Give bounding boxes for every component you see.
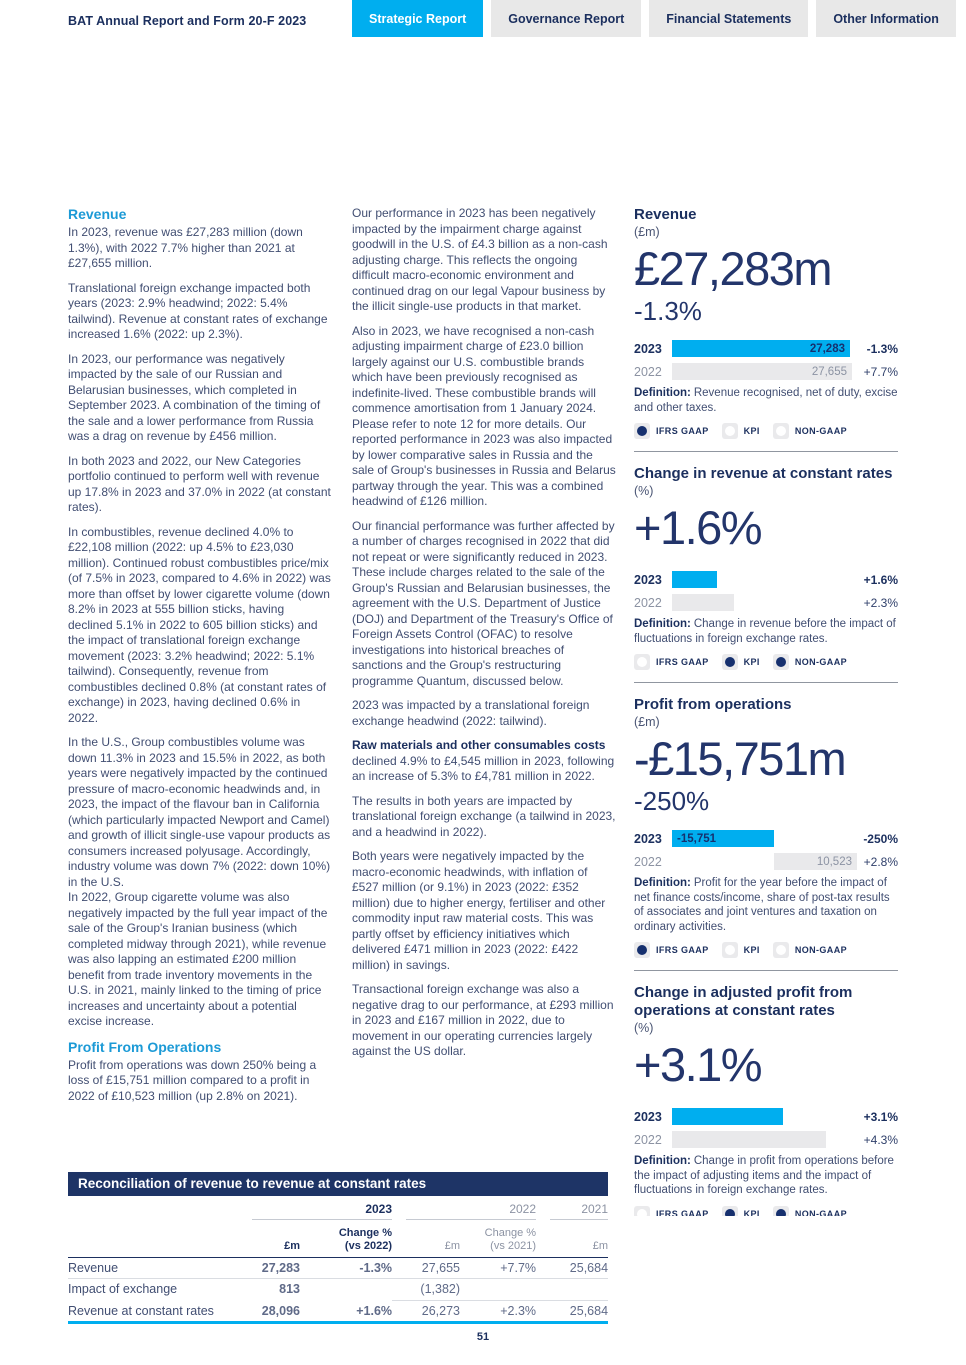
legend-item-non-gaap [773, 942, 847, 958]
kpi-marker-icon [722, 423, 738, 439]
col-change-2023: Change % (vs 2022) [300, 1223, 392, 1258]
kpi-unit: (£m) [634, 715, 660, 729]
bar-pct-label: +2.8% [863, 854, 898, 869]
body-paragraph: In 2022, Group cigarette volume was also negatively impacted by the full year impact of the sale of the Group's Iranian business (which completed midway through 2021), while revenue was also lapping an estimated £200 million benefit from trade inventory movements in the U.S. in 2021, mainly linked to the timing of price increases and uncertainty about a potential excise increase. [68, 890, 328, 1028]
legend-item-non-gaap [773, 1206, 847, 1217]
table-title: Reconciliation of revenue to revenue at constant rates [68, 1172, 608, 1196]
gaap-marker-icon [634, 654, 650, 670]
marker-dot [637, 1209, 647, 1217]
cell-2022-chg [460, 1279, 536, 1300]
body-paragraph: In combustibles, revenue declined 4.0% to £22,108 million (2022: up 4.5% to £23,030 million). Continued robust combustibles price/mix (of 7.5% in 2023, compared to 4.6% in 2022) was more than offset by lower cigarette volume (down 8.2% in 2023 at 555 billion sticks, having declined 5.1% in 2022 to 605 billion sticks) and the impact of translational foreign exchange movement (2023: 3.2% headwind; 2022: 5.1% tailwind). Consequently, revenue from combustibles declined 0.8% (at constant rates of exchange) in 2023, having declined 0.6% in 2022. [68, 524, 331, 725]
cell-2022-chg: +2.3% [460, 1301, 536, 1323]
legend-item-ifrs-gaap [634, 654, 709, 670]
table-year-row [68, 1196, 608, 1223]
legend-label: KPI [743, 657, 760, 667]
legend-item-ifrs-gaap [634, 1206, 709, 1217]
page-number: 51 [476, 1331, 490, 1343]
report-title: BAT Annual Report and Form 20-F 2023 [68, 14, 307, 28]
bar-pct-label: +2.3% [863, 595, 898, 610]
bar-year-label: 2023 [634, 831, 662, 846]
kpi-legend [634, 423, 898, 439]
cell-2023-chg: -1.3% [300, 1258, 392, 1279]
kpi-panel-profit-from-operations [634, 696, 898, 971]
bar-pct-label: +3.1% [863, 1109, 898, 1124]
body-paragraph-raw-materials [352, 738, 616, 785]
kpi-definition [634, 386, 898, 415]
bar-track [672, 571, 852, 588]
kpi-marker-icon [722, 942, 738, 958]
bar-value-label: -15,751 [677, 832, 717, 845]
kpi-definition [634, 876, 898, 934]
body-paragraph: Both years were negatively impacted by the macro-economic headwinds, with inflation of £527 million (or 9.1%) in 2023 (2022: £352 million) due to higher energy, fertiliser and other commodity input raw material costs. This was partly offset by efficiency initiatives which delivered £471 million in 2023 (2022: £422 million) in savings. [352, 849, 606, 972]
heading-profit-from-operations: Profit From Operations [68, 1038, 222, 1055]
bar-row-2023 [634, 340, 898, 357]
bar-track [672, 830, 852, 847]
legend-item-ifrs-gaap [634, 423, 709, 439]
bar-year-label: 2022 [634, 854, 662, 869]
cell-2021-m: 25,684 [536, 1258, 608, 1279]
bar-2022 [672, 594, 734, 611]
marker-dot [776, 657, 786, 667]
tab-other-information[interactable] [816, 0, 956, 37]
bar-track [672, 340, 852, 357]
reconciliation-table [68, 1172, 608, 1324]
legend-label: KPI [743, 426, 760, 436]
bar-pct-label: +7.7% [863, 364, 898, 379]
legend-item-non-gaap [773, 423, 847, 439]
kpi-big-value: +1.6% [634, 501, 762, 554]
bar-year-label: 2023 [634, 341, 662, 356]
row-label: Impact of exchange [68, 1282, 178, 1296]
bar-pct-label: +1.6% [863, 572, 898, 587]
legend-label: IFRS GAAP [656, 1208, 709, 1216]
kpi-unit: (%) [634, 484, 654, 498]
definition-label: Definition: [634, 387, 691, 399]
column-middle [352, 206, 616, 1166]
kpi-legend [634, 942, 898, 958]
bar-2022 [672, 363, 852, 380]
legend-label: NON-GAAP [794, 426, 848, 436]
kpi-title: Revenue [634, 206, 697, 223]
kpi-legend [634, 654, 898, 670]
kpi-big-value: -£15,751m [634, 732, 846, 785]
bar-track [672, 1108, 852, 1125]
table-subheader-row [68, 1223, 608, 1258]
legend-label: KPI [743, 945, 760, 955]
bold-lead: Raw materials and other consumables costs [352, 738, 606, 752]
kpi-definition [634, 617, 898, 646]
kpi-unit: (%) [634, 1021, 654, 1035]
col-unit-2022: £m [392, 1223, 460, 1258]
marker-dot [725, 657, 735, 667]
legend-label: NON-GAAP [794, 945, 848, 955]
legend-item-non-gaap [773, 654, 847, 670]
marker-dot [776, 1209, 786, 1217]
kpi-panel-change-in-revenue [634, 465, 898, 683]
kpi-title: Change in adjusted profit from operations at constant rates [634, 984, 853, 1019]
kpi-title: Profit from operations [634, 696, 792, 713]
kpi-legend [634, 1206, 898, 1217]
bar-year-label: 2023 [634, 572, 662, 587]
non-gaap-marker-icon [773, 1206, 789, 1217]
legend-label: NON-GAAP [794, 1208, 848, 1216]
tab-label: Governance Report [508, 11, 625, 26]
cell-2022-m: (1,382) [420, 1282, 461, 1296]
kpi-definition [634, 1154, 898, 1198]
bar-year-label: 2022 [634, 364, 662, 379]
gaap-marker-icon [634, 942, 650, 958]
body-paragraph: In both 2023 and 2022, our New Categories portfolio continued to perform well with revenue up 17.8% in 2023 and 37.0% in 2022 (at constant rates). [68, 453, 331, 514]
tab-governance-report[interactable] [491, 0, 641, 37]
tab-strategic-report[interactable] [352, 0, 483, 37]
year-2023: 2023 [252, 1202, 392, 1220]
bar-2022 [774, 853, 857, 870]
cell-2023-m: 27,283 [238, 1258, 300, 1279]
definition-text: Change in revenue before the impact of fluctuations in foreign exchange rates. [634, 618, 896, 645]
non-gaap-marker-icon [773, 423, 789, 439]
body-paragraph: In the U.S., Group combustibles volume was down 11.3% in 2023 and 15.5% in 2022, as both years were negatively impacted by the continued pressure of macro-economic headwinds and, in 2023, the impact of the flavour ban in California (which particularly impacted Newport and Camel) and growth of illicit single-use vapour products as consumers increased polyusage. Accordingly, industry volume was down 7% (2022: down 10%) in the U.S. [68, 735, 331, 889]
column-left [68, 206, 332, 1166]
bar-pct-label: -250% [863, 831, 898, 846]
legend-label: NON-GAAP [794, 657, 848, 667]
bar-track [672, 363, 852, 380]
lead-rest: declined 4.9% to £4,545 million in 2023, following an increase of 5.3% to £4,781 million in 2022. [352, 753, 615, 783]
body-paragraph: Profit from operations was down 250% being a loss of £15,751 million compared to a profit in 2022 of £10,523 million (up 2.8% on 2021). [68, 1057, 317, 1103]
kpi-change-value: -1.3% [634, 296, 702, 326]
heading-revenue: Revenue [68, 206, 127, 222]
bar-row-2022 [634, 1131, 898, 1148]
kpi-title: Change in revenue at constant rates [634, 465, 893, 482]
table-row-impact-of-exchange [68, 1279, 608, 1300]
marker-dot [637, 426, 647, 436]
bar-2023 [672, 571, 717, 588]
kpi-big-value: +3.1% [634, 1038, 762, 1091]
legend-item-kpi [722, 1206, 760, 1217]
bar-row-2022 [634, 594, 898, 611]
section-tabs [352, 0, 956, 37]
bar-track [672, 594, 852, 611]
year-2021: 2021 [550, 1202, 608, 1220]
cell-2023-m: 28,096 [238, 1301, 300, 1323]
bar-value-label: 10,523 [816, 855, 852, 868]
bar-pct-label: +4.3% [863, 1132, 898, 1147]
bar-2023 [672, 1108, 783, 1125]
bar-track [672, 853, 852, 870]
marker-dot [776, 945, 786, 955]
marker-dot [776, 426, 786, 436]
kpi-panel-revenue [634, 206, 898, 452]
definition-label: Definition: [634, 618, 691, 630]
col-change-2022: Change % (vs 2021) [460, 1223, 536, 1258]
body-paragraph: Also in 2023, we have recognised a non-cash adjusting impairment charge of £23.0 billion largely against our U.S. combustible brands which have been previously recognised as indefinite-lived. These combustible brands will commence amortisation from 1 January 2024. Please refer to note 12 for more details. Our reported performance in 2023 was also impacted by lower comparative sales in Russia and the sale of Group's businesses in Russia and Belarus partway through the year. This was a combined headwind of £126 million. [352, 323, 616, 508]
marker-dot [725, 945, 735, 955]
legend-item-kpi [722, 423, 760, 439]
bar-year-label: 2022 [634, 1132, 662, 1147]
definition-text: Profit for the year before the impact of net finance costs/income, share of post-tax results of associates and joint ventures and taxation on ordinary activities. [634, 877, 890, 933]
kpi-panel-change-in-adjusted-profit [634, 984, 898, 1216]
tab-label: Strategic Report [369, 11, 467, 26]
marker-dot [637, 657, 647, 667]
marker-dot [725, 1209, 735, 1217]
kpi-marker-icon [722, 1206, 738, 1217]
body-paragraph: In 2023, revenue was £27,283 million (down 1.3%), with 2022 7.7% higher than 2021 at £27,655 million. [68, 225, 303, 270]
cell-2023-m: 813 [279, 1282, 300, 1296]
tab-label: Financial Statements [666, 11, 792, 26]
cell-2023-chg [300, 1279, 392, 1300]
definition-text: Revenue recognised, net of duty, excise and other taxes. [634, 387, 898, 414]
bar-row-2023 [634, 1108, 898, 1125]
bar-year-label: 2023 [634, 1109, 662, 1124]
cell-2023-chg: +1.6% [300, 1301, 392, 1323]
row-label: Revenue at constant rates [68, 1301, 238, 1323]
kpi-change-value: -250% [634, 786, 710, 816]
body-paragraph: Our performance in 2023 has been negatively impacted by the impairment charge against goodwill in the U.S. of £4.3 billion as a non-cash adjusting charge. This reflects the ongoing difficult macro-economic environment and continued drag on our legal Vapour business by the illicit single-use products in that market. [352, 206, 608, 313]
legend-label: KPI [743, 1208, 760, 1216]
col-unit-2023: £m [238, 1223, 300, 1258]
cell-2022-chg: +7.7% [460, 1258, 536, 1279]
cell-2021-m [536, 1279, 608, 1300]
body-paragraph: Our financial performance was further affected by a number of charges recognised in 2022 that did not repeat or were significantly reduced in 2023. These include charges related to the sale of the Group's Russian and Belarusian businesses, the agreement with the U.S. Department of Justice (DOJ) and Department of the Treasury's Office of Foreign Assets Control (OFAC) to resolve investigations into historical breaches of sanctions and the Group's restructuring programme Quantum, discussed below. [352, 518, 615, 688]
bar-year-label: 2022 [634, 595, 662, 610]
kpi-marker-icon [722, 654, 738, 670]
bar-row-2022 [634, 853, 898, 870]
definition-label: Definition: [634, 1155, 691, 1167]
legend-label: IFRS GAAP [656, 426, 709, 436]
bar-2022 [672, 1131, 826, 1148]
marker-dot [637, 945, 647, 955]
legend-label: IFRS GAAP [656, 945, 709, 955]
tab-label: Other Information [833, 11, 939, 26]
column-kpis [634, 206, 898, 1216]
kpi-big-value: £27,283m [634, 242, 832, 295]
non-gaap-marker-icon [773, 654, 789, 670]
tab-financial-statements[interactable] [649, 0, 808, 37]
col-unit-2021: £m [536, 1223, 608, 1258]
marker-dot [725, 426, 735, 436]
legend-item-kpi [722, 942, 760, 958]
body-paragraph: Transactional foreign exchange was also a negative drag to our performance, at £293 million in 2023 and £167 million in 2022, due to movement in our operating currencies largely against the US dollar. [352, 982, 614, 1058]
bar-row-2022 [634, 363, 898, 380]
body-paragraph: In 2023, our performance was negatively impacted by the sale of our Russian and Belarusian businesses, which completed in September 2023. A combination of the timing of the sale and a lower performance from Russia was a drag on revenue by £456 million. [68, 351, 321, 443]
body-paragraph: Translational foreign exchange impacted both years (2023: 2.9% headwind; 2022: 5.4% tailwind). Revenue at constant rates of exchange increased 1.6% (2022: up 2.3%). [68, 280, 328, 341]
cell-2022-m: 27,655 [392, 1258, 460, 1279]
body-paragraph: The results in both years are impacted by translational foreign exchange (a tailwind in 2023, and a headwind in 2022). [352, 793, 616, 839]
non-gaap-marker-icon [773, 942, 789, 958]
legend-label: IFRS GAAP [656, 657, 709, 667]
cell-2021-m: 25,684 [536, 1301, 608, 1323]
definition-text: Change in profit from operations before the impact of adjusting items and the impact of fluctuations in foreign exchange rates. [634, 1155, 894, 1196]
legend-item-ifrs-gaap [634, 942, 709, 958]
body-paragraph: 2023 was impacted by a translational foreign exchange headwind (2022: tailwind). [352, 698, 590, 728]
bar-row-2023 [634, 571, 898, 588]
bar-2023-negative [672, 830, 774, 847]
bar-value-label: 27,283 [809, 342, 845, 355]
definition-label: Definition: [634, 877, 691, 889]
row-label: Revenue [68, 1258, 238, 1279]
cell-2022-m: 26,273 [392, 1301, 460, 1323]
table-row-revenue-at-constant-rates [68, 1301, 608, 1323]
legend-item-kpi [722, 654, 760, 670]
bar-track [672, 1131, 852, 1148]
gaap-marker-icon [634, 1206, 650, 1217]
year-2022: 2022 [406, 1202, 536, 1220]
bar-value-label: 27,655 [811, 365, 847, 378]
bar-row-2023 [634, 830, 898, 847]
table-row-revenue [68, 1258, 608, 1279]
bar-pct-label: -1.3% [866, 341, 898, 356]
bar-2023 [672, 340, 850, 357]
kpi-unit: (£m) [634, 225, 660, 239]
gaap-marker-icon [634, 423, 650, 439]
